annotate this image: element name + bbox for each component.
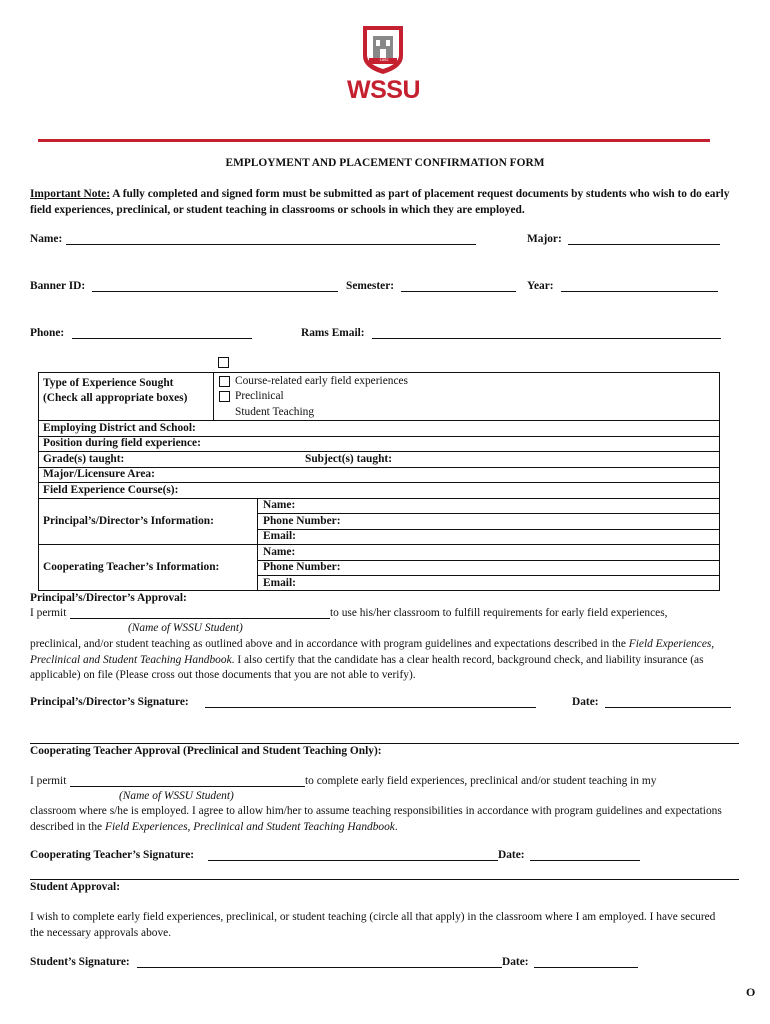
- coop-body: classroom where s/he is employed. I agree to allow him/her to assume teaching responsibilities in accordance with program guidelines and expectations described in the Field Experiences, Preclinical and Student Teaching Handbook.: [30, 805, 722, 833]
- note-text: A fully completed and signed form must be submitted as part of placement request documents by students who wish to do early field experiences, preclinical, or student teaching in classrooms or schools in which they are employed.: [30, 188, 730, 216]
- phone-label: Phone:: [30, 327, 65, 339]
- position-label: Position during field experience:: [43, 437, 201, 449]
- year-input-line[interactable]: [561, 291, 718, 292]
- name-input-line[interactable]: [66, 244, 476, 245]
- coop-signature-line[interactable]: [208, 860, 498, 861]
- principal-student-name-line[interactable]: [70, 618, 330, 619]
- extra-checkbox[interactable]: [218, 357, 229, 368]
- district-label: Employing District and School:: [43, 422, 196, 434]
- phone-input-line[interactable]: [72, 338, 252, 339]
- subjects-label: Subject(s) taught:: [305, 453, 393, 465]
- major-area-label: Major/Licensure Area:: [43, 468, 155, 480]
- note-label: Important Note:: [30, 188, 111, 200]
- student-approval-heading: Student Approval:: [30, 881, 120, 893]
- principal-date-label: Date:: [572, 696, 599, 708]
- important-note: [30, 187, 740, 218]
- principal-name-label: Name:: [263, 499, 296, 511]
- option-student-teaching: Student Teaching: [235, 406, 315, 418]
- coop-date-label: Date:: [498, 849, 525, 861]
- preclinical-checkbox[interactable]: [219, 391, 230, 402]
- option-preclinical: Preclinical: [235, 390, 284, 402]
- type-of-experience-label: Type of Experience Sought: [43, 377, 174, 389]
- principal-permit-rest: to use his/her classroom to fulfill requirements for early field experiences,: [330, 607, 668, 619]
- header-red-rule: [38, 139, 710, 142]
- principal-date-line[interactable]: [605, 707, 731, 708]
- coop-email-label: Email:: [263, 577, 296, 589]
- coop-permit-rest: to complete early field experiences, preclinical and/or student teaching in my: [305, 775, 657, 787]
- principal-signature-line[interactable]: [205, 707, 536, 708]
- grades-label: Grade(s) taught:: [43, 453, 125, 465]
- coop-student-name-line[interactable]: [70, 786, 305, 787]
- major-label: Major:: [527, 233, 562, 245]
- semester-input-line[interactable]: [401, 291, 516, 292]
- student-body: I wish to complete early field experiences, preclinical, or student teaching (circle all that apply) in the classroom where I am employed. I have secured the necessary approvals above.: [30, 911, 716, 939]
- experience-table: [38, 372, 720, 591]
- student-date-line[interactable]: [534, 967, 638, 968]
- form-title: EMPLOYMENT AND PLACEMENT CONFIRMATION FORM: [225, 157, 545, 169]
- courses-label: Field Experience Course(s):: [43, 484, 179, 496]
- coop-date-line[interactable]: [530, 860, 640, 861]
- principal-student-caption: (Name of WSSU Student): [128, 622, 243, 634]
- section-divider-1: [30, 743, 739, 744]
- option-course-related: Course-related early field experiences: [235, 375, 408, 387]
- check-boxes-hint: (Check all appropriate boxes): [43, 392, 188, 404]
- name-label: Name:: [30, 233, 63, 245]
- section-divider-2: [30, 879, 739, 880]
- principal-phone-label: Phone Number:: [263, 515, 341, 527]
- coop-signature-label: Cooperating Teacher’s Signature:: [30, 849, 195, 861]
- principal-info-label: Principal’s/Director’s Information:: [43, 515, 214, 527]
- year-label: Year:: [527, 280, 554, 292]
- principal-approval-heading: Principal’s/Director’s Approval:: [30, 592, 187, 604]
- coop-student-caption: (Name of WSSU Student): [119, 790, 234, 802]
- rams-email-input-line[interactable]: [372, 338, 721, 339]
- corner-mark: O: [746, 985, 756, 999]
- principal-signature-label: Principal’s/Director’s Signature:: [30, 696, 189, 708]
- rams-email-label: Rams Email:: [301, 327, 365, 339]
- logo-year: 1892: [379, 57, 389, 62]
- coop-approval-heading: Cooperating Teacher Approval (Preclinical and Student Teaching Only):: [30, 745, 382, 757]
- student-signature-line[interactable]: [137, 967, 502, 968]
- course-related-checkbox[interactable]: [219, 376, 230, 387]
- semester-label: Semester:: [346, 280, 395, 292]
- principal-permit-text: I permit: [30, 607, 67, 619]
- major-input-line[interactable]: [568, 244, 720, 245]
- coop-info-label: Cooperating Teacher’s Information:: [43, 561, 220, 573]
- coop-name-label: Name:: [263, 546, 296, 558]
- principal-email-label: Email:: [263, 530, 296, 542]
- banner-id-label: Banner ID:: [30, 280, 86, 292]
- principal-body: preclinical, and/or student teaching as outlined above and in accordance with program guidelines and expectations described in the Field Experiences, Preclinical and Student Teaching Handbook. I also certify that the candidate has a clear health record, background check, and liability insurance (as applicable) on file (Please cross out those documents that you are not able to verify).: [30, 638, 715, 681]
- logo-wordmark: WSSU: [347, 76, 420, 104]
- coop-permit-text: I permit: [30, 775, 67, 787]
- banner-id-input-line[interactable]: [92, 291, 338, 292]
- student-date-label: Date:: [502, 956, 529, 968]
- coop-phone-label: Phone Number:: [263, 561, 341, 573]
- student-signature-label: Student’s Signature:: [30, 956, 130, 968]
